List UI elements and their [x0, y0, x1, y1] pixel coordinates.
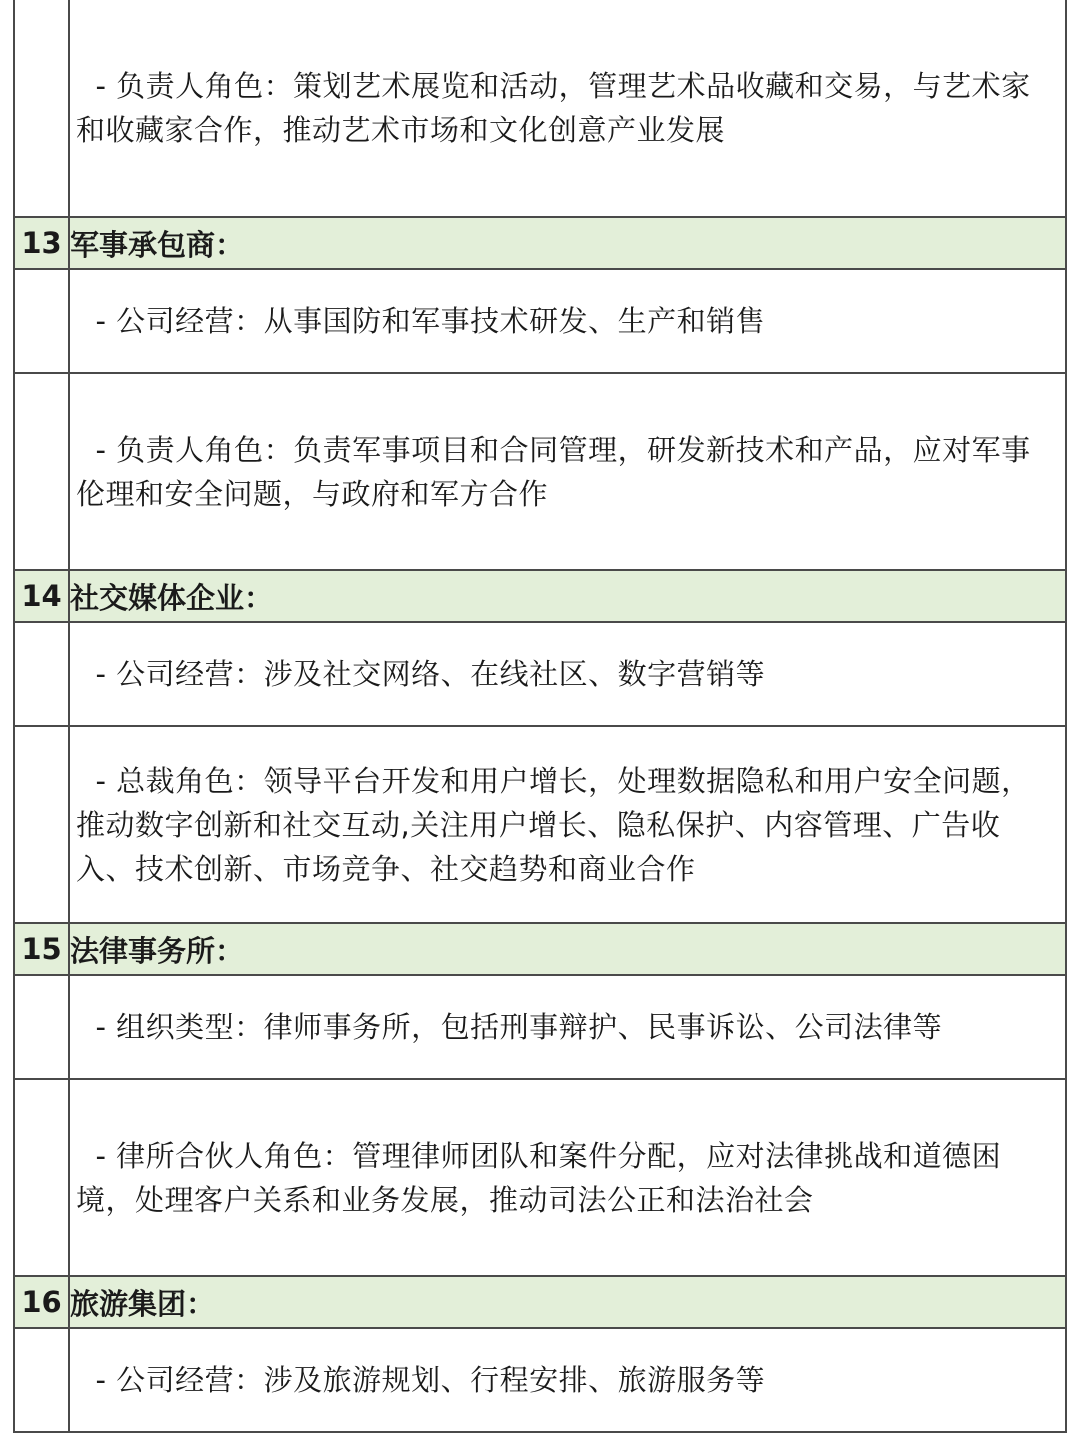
- category-heading-row: [14, 217, 1066, 269]
- table-row: [14, 269, 1066, 373]
- category-title: 军事承包商：: [69, 217, 1066, 269]
- industry-roles-table: [13, 0, 1067, 1433]
- number-cell: [14, 269, 69, 373]
- category-title: 法律事务所：: [69, 923, 1066, 975]
- description-cell: - 公司经营：从事国防和军事技术研发、生产和销售: [69, 269, 1066, 373]
- number-cell: [14, 373, 69, 570]
- category-number: 14: [14, 570, 69, 622]
- description-cell: - 组织类型：律师事务所，包括刑事辩护、民事诉讼、公司法律等: [69, 975, 1066, 1079]
- table-row: [14, 975, 1066, 1079]
- description-cell: - 负责人角色：负责军事项目和合同管理，研发新技术和产品，应对军事伦理和安全问题，与政府和军方合作: [69, 373, 1066, 570]
- table-row: [14, 622, 1066, 726]
- table-row: [14, 726, 1066, 923]
- description-cell: - 公司经营：涉及旅游规划、行程安排、旅游服务等: [69, 1328, 1066, 1432]
- number-cell: [14, 0, 69, 217]
- category-number: 16: [14, 1276, 69, 1328]
- category-heading-row: [14, 1276, 1066, 1328]
- number-cell: [14, 726, 69, 923]
- description-cell: - 公司经营：涉及社交网络、在线社区、数字营销等: [69, 622, 1066, 726]
- table-row: [14, 0, 1066, 217]
- table-row: [14, 1079, 1066, 1276]
- number-cell: [14, 1328, 69, 1432]
- number-cell: [14, 622, 69, 726]
- category-title: 社交媒体企业：: [69, 570, 1066, 622]
- category-heading-row: [14, 570, 1066, 622]
- description-cell: - 总裁角色：领导平台开发和用户增长，处理数据隐私和用户安全问题，推动数字创新和社交互动,关注用户增长、隐私保护、内容管理、广告收入、技术创新、市场竞争、社交趋势和商业合作: [69, 726, 1066, 923]
- table-row: [14, 373, 1066, 570]
- category-heading-row: [14, 923, 1066, 975]
- category-number: 15: [14, 923, 69, 975]
- description-cell: - 负责人角色：策划艺术展览和活动，管理艺术品收藏和交易，与艺术家和收藏家合作，推动艺术市场和文化创意产业发展: [69, 0, 1066, 217]
- number-cell: [14, 1079, 69, 1276]
- category-number: 13: [14, 217, 69, 269]
- table-row: [14, 1328, 1066, 1432]
- description-cell: - 律所合伙人角色：管理律师团队和案件分配，应对法律挑战和道德困境，处理客户关系和业务发展，推动司法公正和法治社会: [69, 1079, 1066, 1276]
- number-cell: [14, 975, 69, 1079]
- category-title: 旅游集团：: [69, 1276, 1066, 1328]
